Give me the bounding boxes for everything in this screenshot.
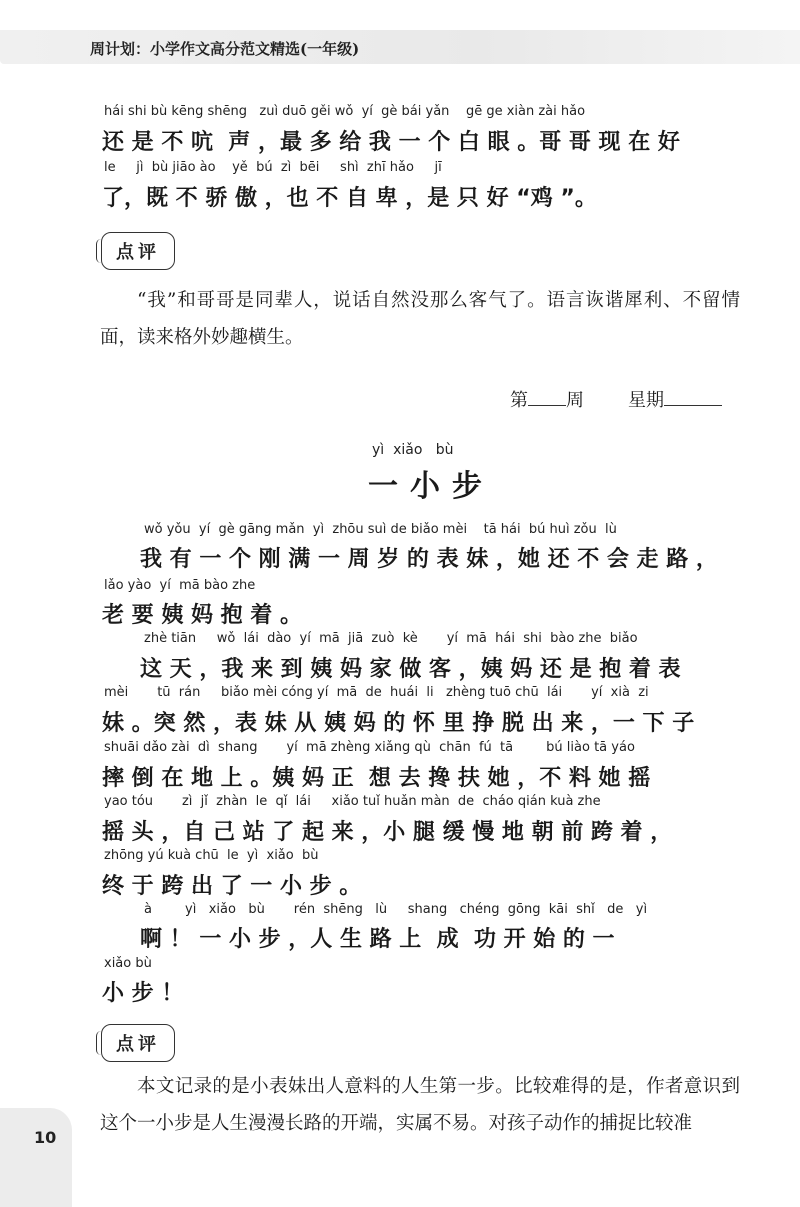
text-line: 还 是 不 吭 声 ，最 多 给 我 一 个 白 眼 。哥 哥 现 在 好 bbox=[102, 130, 680, 155]
text-line: 小 步 ！ bbox=[102, 981, 184, 1006]
pinyin-line: à yì xiǎo bù rén shēng lù shang chéng gōng kāi shǐ de yì bbox=[144, 902, 648, 917]
text-line: 摔 倒 在 地 上 。姨 妈 正 想 去 搀 扶 她 ，不 料 她 摇 bbox=[102, 766, 651, 791]
pinyin-line: zhè tiān wǒ lái dào yí mā jiā zuò kè yí mā hái shi bào zhe biǎo bbox=[144, 631, 638, 646]
page-number: 10 bbox=[34, 1128, 57, 1147]
week-suffix: 周 bbox=[566, 390, 584, 411]
week-prefix: 第 bbox=[510, 390, 528, 411]
pinyin-line: xiǎo bù bbox=[104, 956, 152, 971]
text-line: 妹 。突 然 ，表 妹 从 姨 妈 的 怀 里 挣 脱 出 来 ，一 下 子 bbox=[102, 711, 695, 736]
pinyin-line: le jì bù jiāo ào yě bú zì bēi shì zhī hǎo jī bbox=[104, 160, 442, 175]
weekday-blank bbox=[664, 387, 722, 406]
week-blank bbox=[528, 387, 566, 406]
weekday-label: 星期 bbox=[628, 390, 664, 411]
text-line: 这 天 ，我 来 到 姨 妈 家 做 客 ，姨 妈 还 是 抱 着 表 bbox=[140, 657, 681, 682]
comment-label: 点评 bbox=[101, 1024, 175, 1062]
comment-paragraph: 本文记录的是小表妹出人意料的人生第一步。比较难得的是，作者意识到这个一小步是人生漫漫长路的开端，实属不易。对孩子动作的捕捉比较准 bbox=[100, 1076, 740, 1134]
comment-paragraph: “我”和哥哥是同辈人，说话自然没那么客气了。语言诙谐犀利、不留情面，读来格外妙趣横生。 bbox=[100, 290, 740, 348]
week-day-line bbox=[510, 386, 722, 412]
text-line: 啊 ！ 一 小 步 ，人 生 路 上 成 功 开 始 的 一 bbox=[140, 927, 615, 952]
pinyin-line: lǎo yào yí mā bào zhe bbox=[104, 578, 256, 593]
pinyin-line: zhōng yú kuà chū le yì xiǎo bù bbox=[104, 848, 319, 863]
pinyin-line: hái shi bù kēng shēng zuì duō gěi wǒ yí gè bái yǎn gē ge xiàn zài hǎo bbox=[104, 104, 586, 119]
text-line: 我 有 一 个 刚 满 一 周 岁 的 表 妹 ，她 还 不 会 走 路 ， bbox=[140, 547, 718, 572]
page-number-tab bbox=[0, 1108, 72, 1207]
pinyin-line: wǒ yǒu yí gè gāng mǎn yì zhōu suì de biǎo mèi tā hái bú huì zǒu lù bbox=[144, 522, 617, 537]
text-line: 老 要 姨 妈 抱 着 。 bbox=[102, 603, 302, 628]
running-header: 周计划：小学作文高分范文精选(一年级) bbox=[90, 40, 360, 58]
pinyin-line: yao tóu zì jǐ zhàn le qǐ lái xiǎo tuǐ huǎn màn de cháo qián kuà zhe bbox=[104, 794, 601, 809]
comment-label: 点评 bbox=[101, 232, 175, 270]
text-line: 终 于 跨 出 了 一 小 步 。 bbox=[102, 874, 362, 899]
pinyin-line: shuāi dǎo zài dì shang yí mā zhèng xiǎng qù chān fú tā bú liào tā yáo bbox=[104, 740, 635, 755]
text-line: 摇 头 ，自 己 站 了 起 来 ，小 腿 缓 慢 地 朝 前 跨 着 ， bbox=[102, 820, 673, 845]
text-line: 了，既 不 骄 傲 ，也 不 自 卑 ，是 只 好 “鸡 ”。 bbox=[102, 186, 597, 211]
pinyin-line: mèi tū rán biǎo mèi cóng yí mā de huái li zhèng tuō chū lái yí xià zi bbox=[104, 685, 649, 700]
title-pinyin: yì xiǎo bù bbox=[372, 442, 454, 458]
essay-title: 一小步 bbox=[368, 469, 494, 504]
